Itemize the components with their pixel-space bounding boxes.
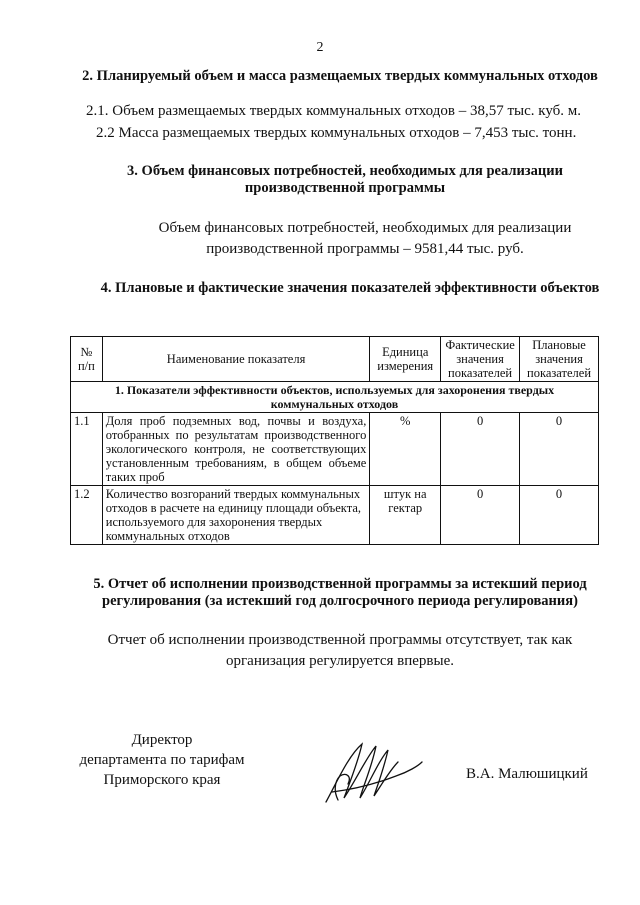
header-unit: Единица измерения	[370, 337, 441, 382]
handwritten-signature	[318, 736, 428, 808]
table-subheader: 1. Показатели эффективности объектов, используемых для захоронения твердых коммунальных отходов	[71, 382, 599, 413]
row-unit: %	[370, 413, 441, 486]
signatory-position-line-3: Приморского края	[103, 772, 221, 788]
table-header-row	[71, 337, 599, 382]
section-5-title: 5. Отчет об исполнении производственной программы за истекший период регулирования (за истекший год долгосрочного периода регулирования)	[93, 576, 587, 609]
table-row	[71, 486, 599, 545]
row-unit: штук на гектар	[370, 486, 441, 545]
signatory-position	[62, 730, 262, 790]
row-num: 1.2	[71, 486, 103, 545]
section-4-title: 4. Плановые и фактические значения показателей эффективности объектов	[100, 280, 600, 296]
section-5-text: Отчет об исполнении производственной программы отсутствует, так как организация регулируется впервые.	[107, 632, 573, 669]
kpi-table	[70, 336, 599, 545]
table-row	[71, 413, 599, 486]
section-2-line-1: 2.1. Объем размещаемых твердых коммунальных отходов – 38,57 тыс. куб. м.	[86, 103, 582, 119]
header-num: № п/п	[71, 337, 103, 382]
header-name: Наименование показателя	[102, 337, 370, 382]
row-name: Доля проб подземных вод, почвы и воздуха, отобранных по результатам производственного экологического контроля, не соответствующих установленным требованиям, в общем объеме таких проб	[102, 413, 370, 486]
signatory-position-line-1: Директор	[131, 732, 193, 748]
signatory-position-line-2: департамента по тарифам	[79, 752, 245, 768]
row-fact: 0	[441, 486, 520, 545]
section-3-text: Объем финансовых потребностей, необходимых для реализации производственной программы – 9581,44 тыс. руб.	[158, 220, 572, 257]
signatory-name: В.А. Малюшицкий	[466, 766, 588, 782]
row-plan: 0	[520, 413, 599, 486]
row-num: 1.1	[71, 413, 103, 486]
section-2-line-2: 2.2 Масса размещаемых твердых коммунальных отходов – 7,453 тыс. тонн.	[96, 125, 577, 141]
header-fact: Фактические значения показателей	[441, 337, 520, 382]
header-plan: Плановые значения показателей	[520, 337, 599, 382]
section-3-title: 3. Объем финансовых потребностей, необходимых для реализации производственной программы	[127, 163, 563, 196]
table-subheader-row	[71, 382, 599, 413]
row-name: Количество возгораний твердых коммунальных отходов в расчете на единицу площади объекта, используемого для захоронения твердых коммунальных отходов	[102, 486, 370, 545]
row-fact: 0	[441, 413, 520, 486]
page-number: 2	[316, 40, 324, 55]
section-2-title: 2. Планируемый объем и масса размещаемых твердых коммунальных отходов	[82, 68, 598, 84]
row-plan: 0	[520, 486, 599, 545]
